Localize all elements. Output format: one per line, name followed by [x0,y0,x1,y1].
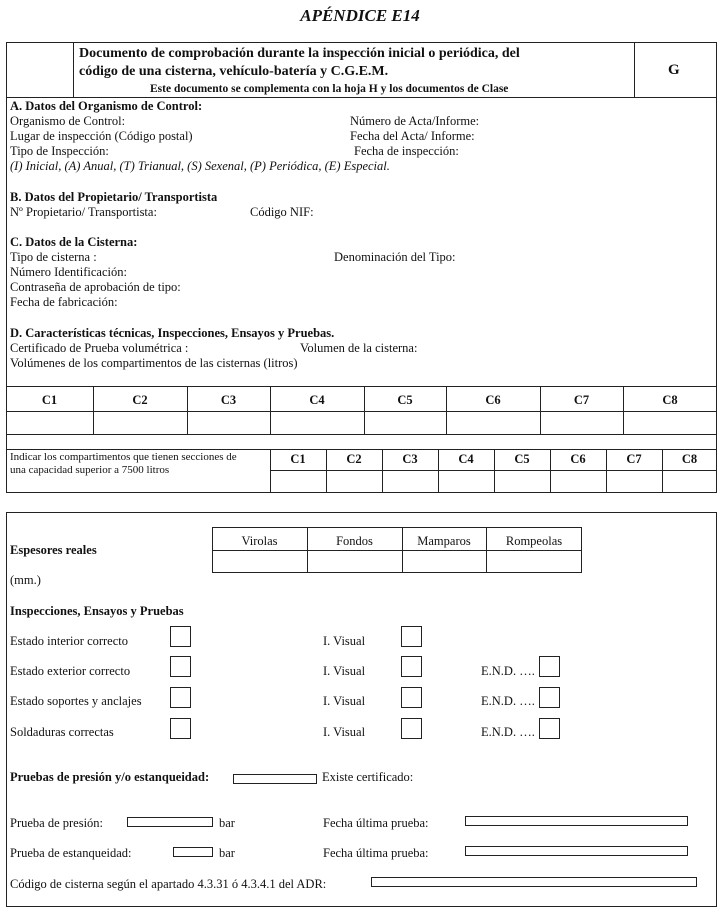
espesores-col-mamparos: Mamparos [417,534,471,548]
fecha-ultima-prueba-field[interactable] [465,846,688,856]
inspeccion-checkbox[interactable] [170,718,191,739]
compartment-header: C6 [485,393,501,407]
prueba-estanqueidad-label: Prueba de estanqueidad: [10,846,132,860]
espesores-col-rompeolas: Rompeolas [505,534,563,548]
existe-certificado-label: Existe certificado: [322,770,414,784]
section-compartment-header: C4 [458,452,474,466]
denominacion-label: Denominación del Tipo: [334,250,456,264]
compartment-header: C8 [662,393,678,407]
visual-checkbox[interactable] [401,626,422,647]
end-label: E.N.D. …. [481,725,535,739]
prueba-presion-field[interactable] [127,817,213,827]
fecha-fabricacion-label: Fecha de fabricación: [10,295,118,309]
propietario-label: Nº Propietario/ Transportista: [10,205,157,219]
end-checkbox[interactable] [539,718,560,739]
form-code: G [668,62,680,78]
section-compartment-header: C7 [626,452,642,466]
inspecciones-heading: Inspecciones, Ensayos y Pruebas [10,604,184,618]
section-compartment-header: C3 [402,452,418,466]
doc-title-line1: Documento de comprobación durante la inspección inicial o periódica, del [79,46,520,61]
inspeccion-checkbox[interactable] [170,687,191,708]
tipo-inspeccion-label: Tipo de Inspección: [10,144,109,158]
compartment-header: C1 [41,393,58,407]
page-title: APÉNDICE E14 [300,6,420,25]
visual-checkbox[interactable] [401,718,422,739]
fecha-ultima-prueba-field[interactable] [465,816,688,826]
end-label: E.N.D. …. [481,664,535,678]
tipos-leyenda: (I) Inicial, (A) Anual, (T) Trianual, (S) Sexenal, (P) Periódica, (E) Especial. [10,159,390,173]
compartment-header: C3 [220,393,237,407]
inspeccion-row-label: Soldaduras correctas [10,725,114,739]
section-c-heading: C. Datos de la Cisterna: [10,235,138,249]
inspeccion-checkbox[interactable] [170,626,191,647]
section-compartment-header: C1 [290,452,306,466]
compartment-header: C4 [309,393,325,407]
compartment-header: C2 [132,393,148,407]
inspeccion-row-label: Estado interior correcto [10,634,129,648]
section-b-heading: B. Datos del Propietario/ Transportista [10,190,218,204]
end-checkbox[interactable] [539,687,560,708]
section-a-heading: A. Datos del Organismo de Control: [10,99,203,113]
nif-label: Código NIF: [250,205,314,219]
numero-identificacion-label: Número Identificación: [10,265,127,279]
presion-unit: bar [219,816,235,830]
section-d-heading: D. Características técnicas, Inspecciones, Ensayos y Pruebas. [10,326,335,340]
espesores-col-fondos: Fondos [336,534,373,548]
espesores-label: Espesores reales [10,543,97,557]
lugar-label: Lugar de inspección (Código postal) [10,129,193,143]
espesores-col-virolas: Virolas [241,534,278,548]
section-compartment-header: C8 [681,452,698,466]
visual-checkbox[interactable] [401,656,422,677]
pruebas-heading: Pruebas de presión y/o estanqueidad: [10,770,210,784]
codigo-cisterna-label: Código de cisterna según el apartado 4.3.31 ó 4.3.4.1 del ADR: [10,877,327,891]
fecha-ultima-prueba-label: Fecha última prueba: [323,846,429,860]
certificado-label: Certificado de Prueba volumétrica : [10,341,189,355]
visual-label: I. Visual [323,664,366,678]
prueba-estanqueidad-field[interactable] [173,847,213,857]
volumenes-label: Volúmenes de los compartimentos de las cisternas (litros) [10,356,298,370]
fecha-ultima-prueba-label: Fecha última prueba: [323,816,429,830]
compartment-header: C7 [573,393,590,407]
section-compartment-header: C5 [514,452,530,466]
sections-note-line2: una capacidad superior a 7500 litros [10,464,170,476]
section-compartment-header: C6 [570,452,586,466]
compartment-header: C5 [397,393,413,407]
estanqueidad-unit: bar [219,846,235,860]
end-checkbox[interactable] [539,656,560,677]
tipo-cisterna-label: Tipo de cisterna : [10,250,97,264]
sections-note-line1: Indicar los compartimentos que tienen secciones de [10,451,237,463]
visual-checkbox[interactable] [401,687,422,708]
doc-title-line2: código de una cisterna, vehículo-batería y C.G.E.M. [79,64,389,79]
prueba-presion-label: Prueba de presión: [10,816,104,830]
fecha-acta-label: Fecha del Acta/ Informe: [350,129,475,143]
pruebas-field[interactable] [233,774,317,784]
inspeccion-row-label: Estado soportes y anclajes [10,694,142,708]
doc-subtitle: Este documento se complementa con la hoja H y los documentos de Clase [150,83,509,95]
espesores-unit: (mm.) [10,573,41,587]
visual-label: I. Visual [323,725,366,739]
organismo-label: Organismo de Control: [10,114,126,128]
numero-acta-label: Número de Acta/Informe: [350,114,480,128]
section-compartment-header: C2 [346,452,362,466]
end-label: E.N.D. …. [481,694,535,708]
fecha-inspeccion-label: Fecha de inspección: [354,144,459,158]
visual-label: I. Visual [323,634,366,648]
inspeccion-checkbox[interactable] [170,656,191,677]
contrasena-label: Contraseña de aprobación de tipo: [10,280,181,294]
visual-label: I. Visual [323,694,366,708]
codigo-cisterna-field[interactable] [371,877,697,887]
inspeccion-row-label: Estado exterior correcto [10,664,131,678]
volumen-label: Volumen de la cisterna: [300,341,418,355]
